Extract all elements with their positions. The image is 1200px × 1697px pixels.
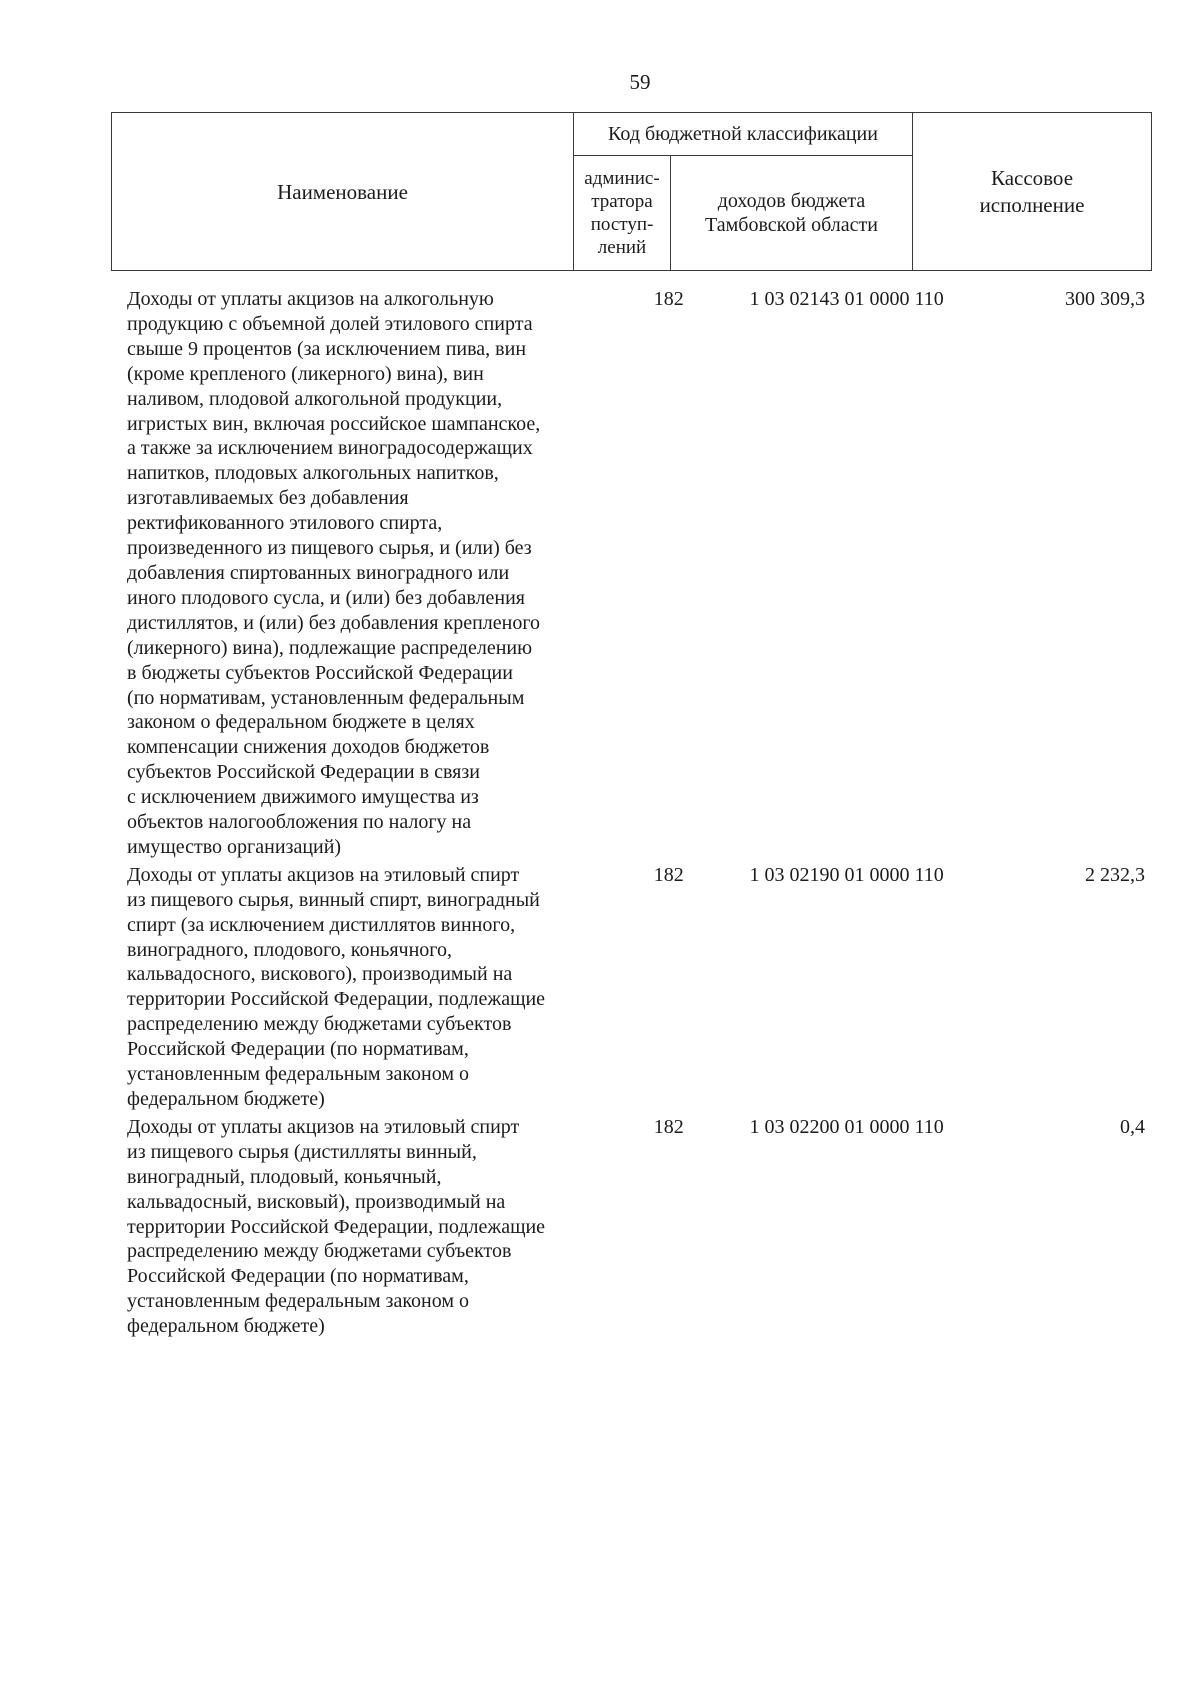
row-admin-code: 182: [653, 288, 684, 310]
column-header-admin-line: тратора: [591, 191, 653, 212]
row-name-line: компенсации снижения доходов бюджетов: [127, 736, 490, 759]
row-amount: 2 232,3: [1085, 863, 1146, 886]
row-name-line: изготавливаемых без добавления: [127, 487, 409, 510]
row-name-line: иного плодового сусла, и (или) без добавления: [127, 586, 525, 609]
page-number: 59: [629, 70, 651, 94]
row-name-line: (по нормативам, установленным федеральным: [127, 686, 525, 709]
table-row: [111, 287, 1151, 860]
row-amount: 0,4: [1120, 1115, 1146, 1138]
row-name-line: (кроме крепленого (ликерного) вина), вин: [127, 362, 484, 385]
row-name-line: имущество организаций): [127, 835, 342, 858]
row-name-line: спирт (за исключением дистиллятов винного,: [127, 913, 516, 936]
row-name-line: распределению между бюджетами субъектов: [127, 1240, 512, 1263]
row-name-line: кальвадосный, висковый), производимый на: [127, 1190, 506, 1213]
row-name-line: ректификованного этилового спирта,: [127, 512, 443, 535]
row-name-line: федеральном бюджете): [127, 1315, 325, 1338]
column-header-admin-line: поступ-: [590, 214, 654, 235]
row-income-code: 1 03 02200 01 0000 110: [749, 1115, 944, 1138]
row-name-line: субъектов Российской Федерации в связи: [127, 761, 480, 784]
row-name-line: территории Российской Федерации, подлежащие: [127, 988, 546, 1011]
row-name-line: с исключением движимого имущества из: [127, 786, 479, 809]
row-name: [111, 287, 615, 860]
column-header-income-line: Тамбовской области: [705, 214, 878, 236]
row-admin-code: 182: [653, 1115, 684, 1138]
row-amount: 300 309,3: [1065, 288, 1146, 310]
row-name-line: (ликерного) вина), подлежащие распределению: [127, 636, 533, 659]
row-name-line: объектов налогообложения по налогу на: [127, 811, 472, 834]
row-name-line: наливом, плодовой алкогольной продукции,: [127, 387, 503, 410]
row-name-line: федеральном бюджете): [127, 1088, 325, 1110]
row-name-line: виноградный, плодовый, коньячный,: [127, 1165, 442, 1188]
row-name-line: из пищевого сырья (дистилляты винный,: [127, 1140, 477, 1163]
row-name-line: а также за исключением виноградосодержащих: [127, 437, 533, 460]
row-income-code: 1 03 02190 01 0000 110: [749, 863, 944, 886]
table-body: [111, 287, 1151, 1339]
row-name-line: напитков, плодовых алкогольных напитков,: [127, 462, 499, 485]
row-name-line: произведенного из пищевого сырья, и (или) без: [127, 537, 532, 560]
row-name-line: Российской Федерации (по нормативам,: [127, 1265, 469, 1288]
column-header-execution-line: Кассовое: [990, 165, 1074, 190]
column-header-admin: [574, 156, 671, 271]
row-name: [111, 863, 615, 1112]
column-header-income-line: доходов бюджета: [717, 190, 866, 212]
table-row: [111, 863, 1151, 1112]
row-name-line: Доходы от уплаты акцизов на алкогольную: [127, 288, 494, 310]
column-header-income: [671, 156, 913, 271]
column-header-code-group: Код бюджетной классификации: [574, 113, 913, 156]
row-name: [111, 1115, 615, 1339]
row-name-line: Доходы от уплаты акцизов на этиловый спирт: [127, 1115, 520, 1138]
column-header-admin-line: лений: [597, 237, 647, 258]
row-admin-code: 182: [653, 863, 684, 886]
column-header-execution: [913, 113, 1152, 271]
row-name-line: Доходы от уплаты акцизов на этиловый спирт: [127, 863, 520, 886]
row-name-line: кальвадосного, вискового), производимый на: [127, 963, 513, 986]
row-name-line: распределению между бюджетами субъектов: [127, 1013, 512, 1036]
column-header-admin-line: админис-: [584, 168, 660, 189]
column-header-execution-line: исполнение: [979, 192, 1085, 217]
row-income-code: 1 03 02143 01 0000 110: [749, 288, 944, 310]
row-name-line: продукцию с объемной долей этилового спирта: [127, 312, 533, 335]
row-name-line: установленным федеральным законом о: [127, 1063, 470, 1086]
row-name-line: игристых вин, включая российское шампанское,: [127, 412, 541, 435]
table-row: [111, 1115, 1151, 1339]
column-header-name: Наименование: [112, 113, 574, 271]
row-name-line: территории Российской Федерации, подлежащие: [127, 1215, 546, 1238]
row-name-line: из пищевого сырья, винный спирт, виноградный: [127, 888, 540, 911]
row-name-line: дистиллятов, и (или) без добавления крепленого: [127, 611, 541, 634]
row-name-line: свыше 9 процентов (за исключением пива, вин: [127, 337, 527, 360]
row-name-line: в бюджеты субъектов Российской Федерации: [127, 661, 513, 684]
row-name-line: Российской Федерации (по нормативам,: [127, 1038, 469, 1061]
row-name-line: добавления спиртованных виноградного или: [127, 561, 510, 584]
table-header: [111, 112, 1152, 271]
row-name-line: установленным федеральным законом о: [127, 1290, 470, 1313]
row-name-line: законом о федеральном бюджете в целях: [127, 711, 475, 734]
row-name-line: виноградного, плодового, коньячного,: [127, 938, 452, 961]
